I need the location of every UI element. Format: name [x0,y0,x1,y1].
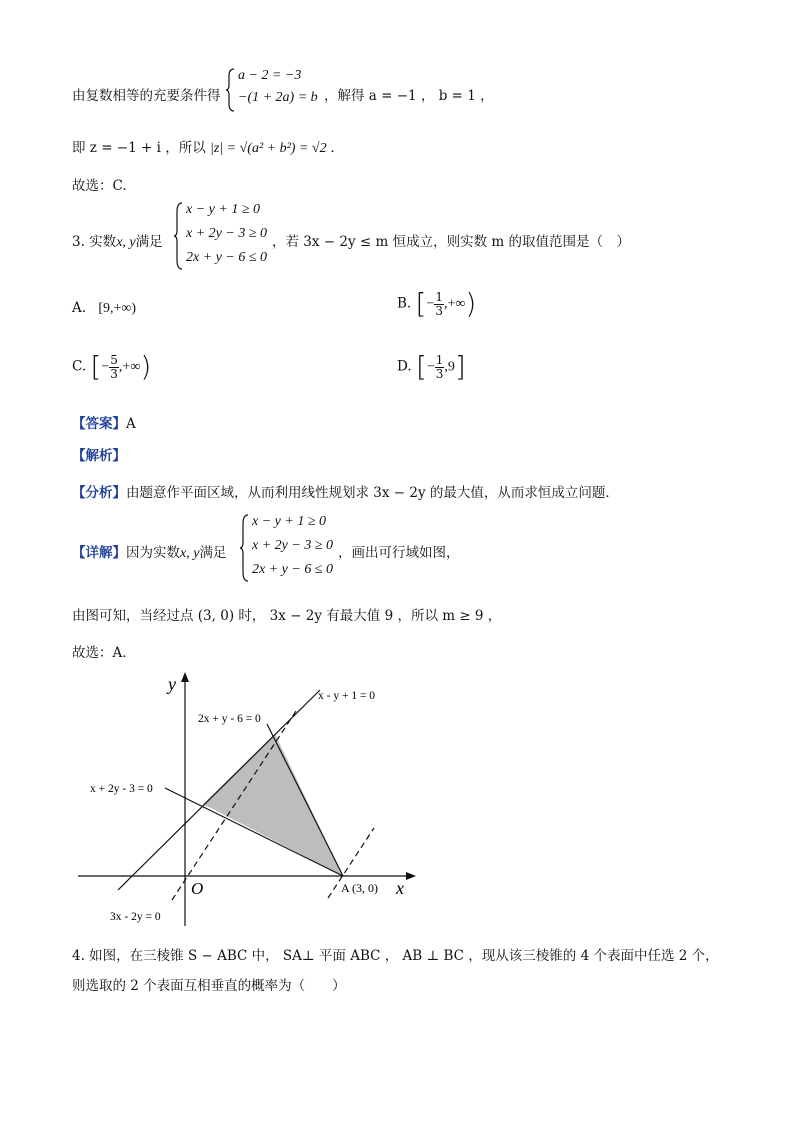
option-b-lbracket: [ [415,287,427,320]
answer-tag: 【答案】 [72,416,126,432]
option-d-num: 1 [435,352,444,367]
q3-stem-start [72,230,163,251]
q4-line1: 4. 如图，在三棱锥 S − ABC 中， SA⊥ 平面 ABC ， AB ⊥ BC ，现从该三棱锥的 4 个表面中任选 2 个， [72,948,719,964]
line2 [72,136,344,157]
option-d-sign: − [426,359,435,375]
option-c-lbracket: [ [90,350,102,383]
line3: 故选：C. [72,178,127,194]
q4-line2: 则选取的 2 个表面互相垂直的概率为（ ） [72,978,346,994]
y-axis-arrow-icon [181,672,189,682]
choose-line: 故选：A． [72,645,136,661]
line1-eq1: a − 2 = −3 [238,68,302,83]
line2-label: 2x + y - 6 = 0 [198,713,261,725]
xiangjie-brace [240,514,250,586]
q3-xy: x, y [116,235,136,250]
line2-text-a: 即 z = −1 + i ，所以 [72,140,210,156]
option-d-rbracket: ] [454,350,466,383]
conclusion-line: 由图可知，当经过点 (3, 0) 时， 3x − 2y 有最大值 9 ，所以 m ≥ 9 ， [72,608,502,624]
option-a [72,300,136,317]
q3-c2: x + 2y − 3 ≥ 0 [186,226,268,241]
option-c-num: 5 [110,352,118,367]
xiangjie-c2: x + 2y − 3 ≥ 0 [252,538,334,553]
point-a-label: A (3, 0) [341,881,378,895]
q3-c1: x − y + 1 ≥ 0 [186,202,261,217]
option-d-den: 3 [435,366,444,381]
xiangjie-text-b: 满足 [199,545,227,561]
xiangjie-c3: 2x + y − 6 ≤ 0 [252,562,334,577]
xiangjie-c1: x − y + 1 ≥ 0 [252,514,327,529]
analysis-tag: 【解析】 [72,448,126,464]
q3-brace [174,202,184,274]
option-a-label: A. [72,300,87,316]
line4-label: 3x - 2y = 0 [110,911,161,923]
q3-c3: 2x + y − 6 ≤ 0 [186,250,268,265]
option-c-den: 3 [110,366,118,381]
fenxi-text: 由题意作平面区域，从而利用线性规划求 3x − 2y 的最大值，从而求恒成立问题． [126,485,619,501]
line1-brace [226,68,236,116]
left-brace-icon [240,514,250,582]
line1-suffix: ，解得 a = −1 ， b = 1 ， [324,88,494,104]
option-c-rbracket: ) [140,350,152,383]
line1-eq2: −(1 + 2a) = b [238,90,318,105]
line1-label: x - y + 1 = 0 [318,690,376,702]
option-b-frac [434,291,444,318]
option-d-frac [435,354,445,381]
option-c-label: C. [72,358,87,375]
fenxi-line [72,481,619,501]
option-c-frac [109,354,119,381]
x-axis-arrow-icon [406,872,416,880]
y-axis-label: y [168,674,176,694]
option-b-rbracket: ) [465,287,477,320]
answer-value: A [126,416,136,432]
x-axis-label: x [396,878,404,898]
origin-label: O [191,879,204,898]
xiangjie-xy: x, y [180,546,200,561]
xiangjie-text-c: ，画出可行域如图， [338,545,460,561]
feasible-region-figure [70,668,430,932]
q3-stem-a: 实数 [89,234,117,250]
option-b-tail: ,+∞ [444,296,466,312]
xiangjie-start [72,541,226,562]
option-d-lbracket: [ [415,350,427,383]
option-c-sign: − [101,359,110,375]
answer-line [72,412,136,432]
line3-label: x + 2y - 3 = 0 [90,783,153,795]
q3-stem-b: 满足 [135,234,163,250]
feasible-region [203,734,343,876]
option-d-label: D. [397,358,412,375]
option-c [72,350,152,383]
q3-stem-c: ，若 3x − 2y ≤ m 恒成立，则实数 m 的取值范围是（ ） [272,234,630,250]
option-b-den: 3 [435,303,443,318]
option-b-label: B. [397,295,412,312]
line2-text-b: |z| = √(a² + b²) = √2 ． [210,141,345,156]
option-d [397,350,466,383]
option-b-sign: − [426,296,435,312]
option-b [397,287,477,320]
option-c-tail: ,+∞ [118,359,141,375]
q3-number: 3. [72,234,85,250]
xiangjie-tag: 【详解】 [72,545,126,561]
option-a-value: [9,+∞) [98,301,137,316]
xiangjie-text-a: 因为实数 [126,545,180,561]
line1-prefix: 由复数相等的充要条件得 [72,88,221,104]
option-d-tail: ,9 [444,359,455,375]
fenxi-tag: 【分析】 [72,485,126,501]
left-brace-icon [174,202,184,270]
left-brace-icon [226,68,236,112]
option-b-num: 1 [435,289,443,304]
